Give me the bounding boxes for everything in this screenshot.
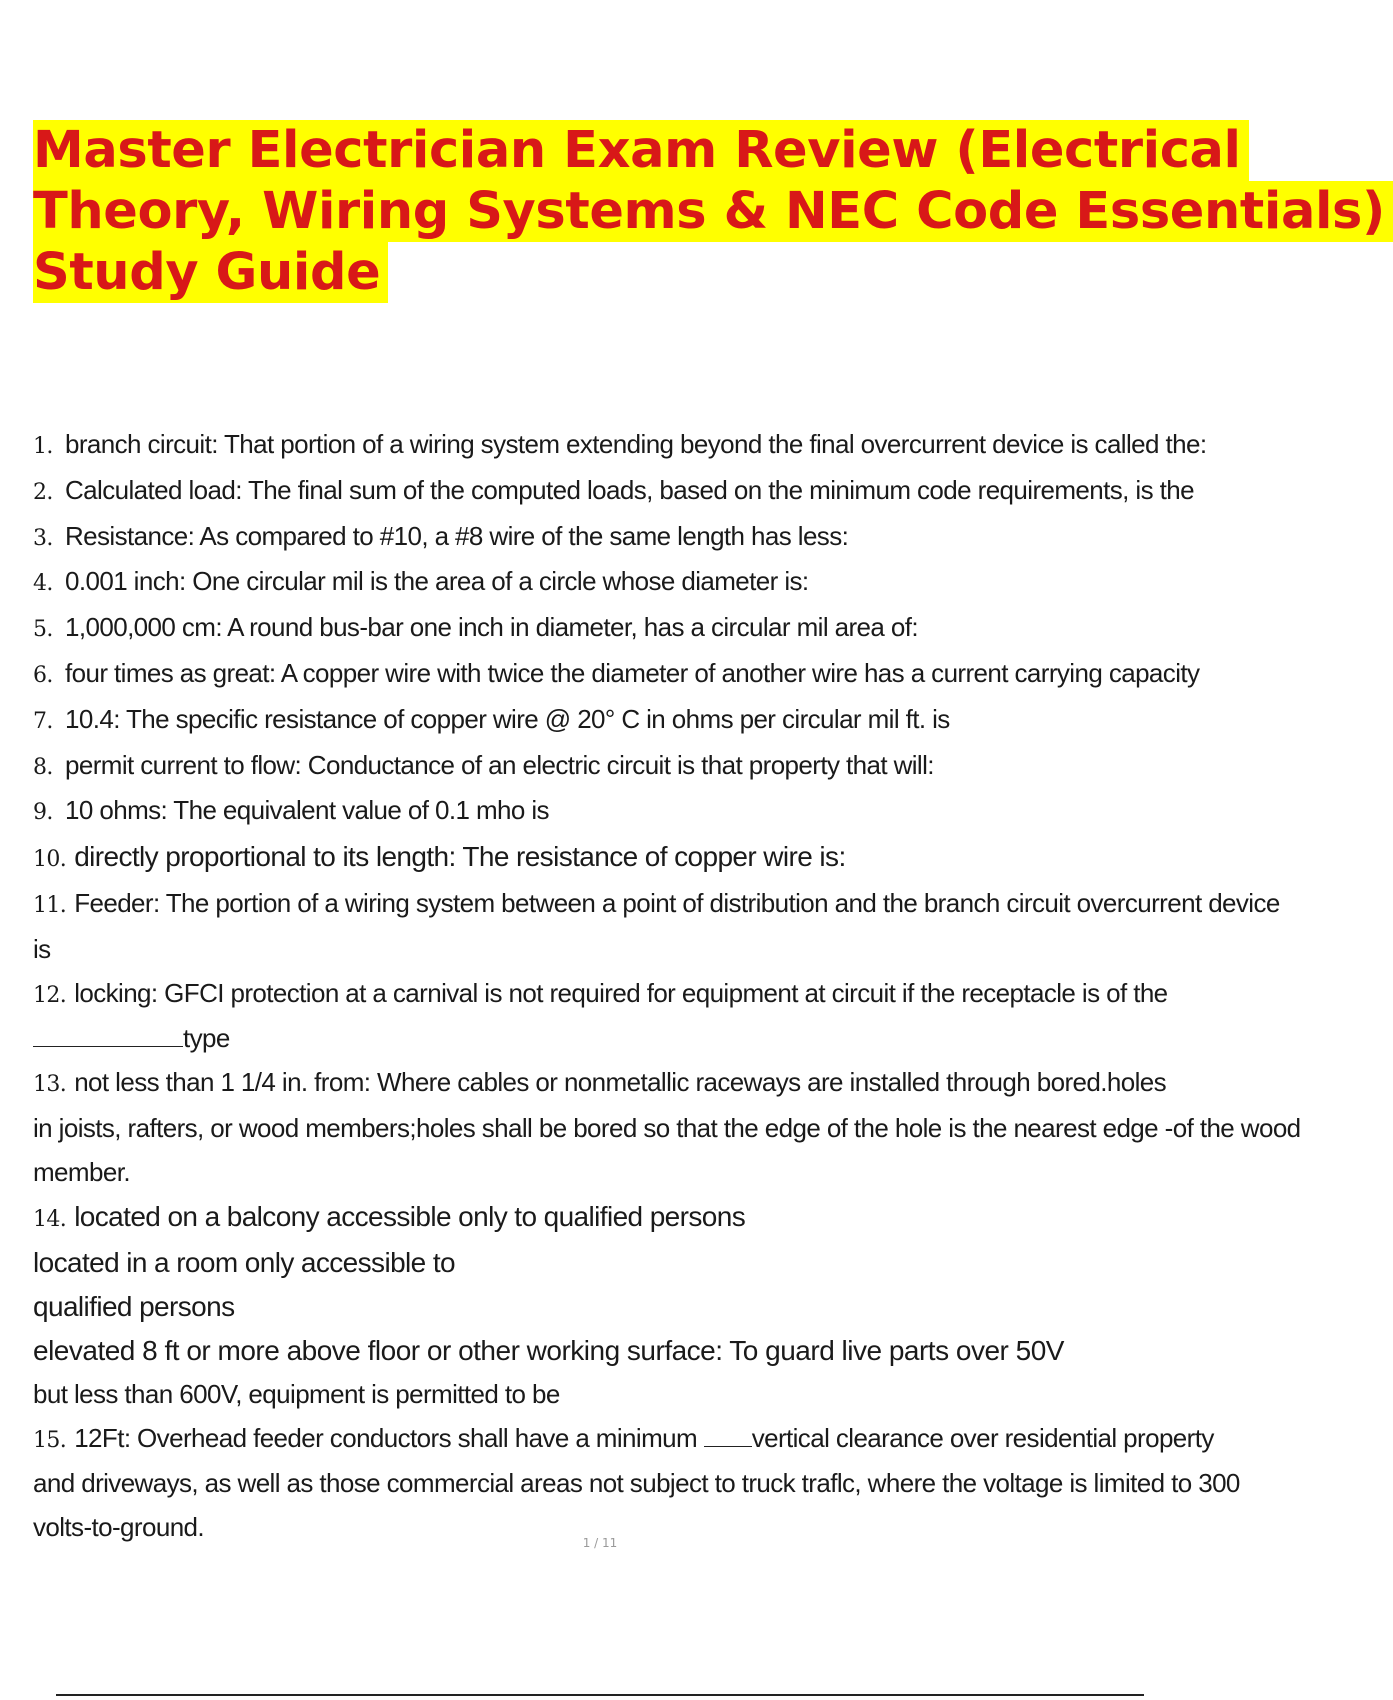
list-item-continuation [33,1285,1195,1329]
title-line-2: Theory, Wiring Systems & NEC Code Essentials) [33,181,1393,242]
list-item-continuation [33,1017,1195,1061]
item-text-cont: volts-to-ground. [33,1512,205,1543]
item-text: not less than 1 1/4 in. from: Where cables or nonmetallic raceways are installed through bored.holes [74,1067,1167,1098]
list-item [33,882,1280,928]
item-number: 14. [33,1206,67,1232]
item-number: 1. [33,434,53,459]
item-text: directly proportional to its length: The resistance of copper wire is: [74,841,846,873]
list-item [33,789,1195,835]
list-item-continuation [33,928,1195,972]
item-number: 7. [33,708,53,734]
item-text: located on a balcony accessible only to qualified persons [74,1200,746,1232]
item-text: 1,000,000 cm: A round bus-bar one inch in diameter, has a circular mil area of: [65,612,918,643]
item-text: vertical clearance over residential property [751,1422,1214,1453]
item-number: 2. [33,479,53,505]
list-item [33,606,1195,652]
item-text-cont: and driveways, as well as those commercial areas not subject to truck traflc, where the voltage is limited to 300 [33,1468,1240,1499]
item-text: 0.001 inch: One circular mil is the area of a circle whose diameter is: [65,566,809,597]
item-text-cont: elevated 8 ft or more above floor or other working surface: To guard live parts over 50V [33,1334,1064,1366]
item-text: branch circuit: That portion of a wiring system extending beyond the final overcurrent device is called the: [65,429,1207,459]
item-number: 12. [33,982,67,1008]
item-number: 10. [33,847,67,873]
item-number: 11. [33,892,67,918]
list-item [33,744,1195,790]
list-item [33,698,1195,744]
item-text-cont: located in a room only accessible to [33,1247,455,1279]
page-number: 1 / 11 [582,1536,618,1550]
item-text-cont: is [33,933,51,964]
item-number: 15. [33,1427,67,1453]
list-item [33,469,1195,515]
item-text: Resistance: As compared to #10, a #8 wire of the same length has less: [65,520,849,551]
list-item [33,560,1195,606]
list-item [33,515,1195,561]
item-number: 4. [33,571,53,597]
item-text-cont: in joists, rafters, or wood members;holes shall be bored so that the edge of the hole is the nearest edge -of the wood [33,1112,1301,1143]
list-item [33,1417,1214,1463]
list-item [33,1061,1195,1107]
item-text-cont: but less than 600V, equipment is permitted to be [33,1378,560,1409]
item-number: 6. [33,662,53,688]
fill-in-blank [33,1026,183,1047]
item-text: Feeder: The portion of a wiring system between a point of distribution and the branch circuit overcurrent device [74,887,1280,918]
item-text: locking: GFCI protection at a carnival is not required for equipment at circuit if the receptacle is of the [74,977,1168,1008]
title-line-1: Master Electrician Exam Review (Electrical [33,120,1249,181]
list-item-continuation [33,1241,1195,1285]
item-text-cont: member. [33,1156,130,1187]
list-item-continuation [33,1107,1301,1151]
list-item [33,972,1195,1018]
item-text: permit current to flow: Conductance of an electric circuit is that property that will: [65,749,934,780]
item-text: 10 ohms: The equivalent value of 0.1 mho is [65,795,549,826]
item-text: 10.4: The specific resistance of copper wire @ 20° C in ohms per circular mil ft. is [65,703,950,734]
item-number: 3. [33,525,53,551]
list-item [33,652,1200,698]
question-list [33,423,1301,1550]
document-title [33,120,1385,303]
list-item-continuation [33,1151,1195,1195]
title-line-3: Study Guide [33,242,388,303]
list-item [33,835,1195,882]
item-text-cont: qualified persons [33,1291,235,1323]
item-text: Calculated load: The final sum of the computed loads, based on the minimum code requirements, is the [65,474,1194,505]
footer-divider [56,1694,1144,1696]
list-item-continuation [33,1462,1240,1506]
fill-in-blank [704,1426,752,1447]
item-text: four times as great: A copper wire with twice the diameter of another wire has a current carrying capacity [65,657,1200,688]
item-text: 12Ft: Overhead feeder conductors shall have a minimum [74,1422,698,1453]
list-item-continuation [33,1329,1195,1373]
item-number: 9. [33,800,53,826]
item-number: 8. [33,754,53,780]
item-text-cont: type [183,1023,230,1054]
item-number: 13. [33,1072,67,1098]
list-item [33,423,1207,469]
item-number: 5. [33,617,53,643]
list-item [33,1195,1195,1242]
list-item-continuation [33,1373,1195,1417]
